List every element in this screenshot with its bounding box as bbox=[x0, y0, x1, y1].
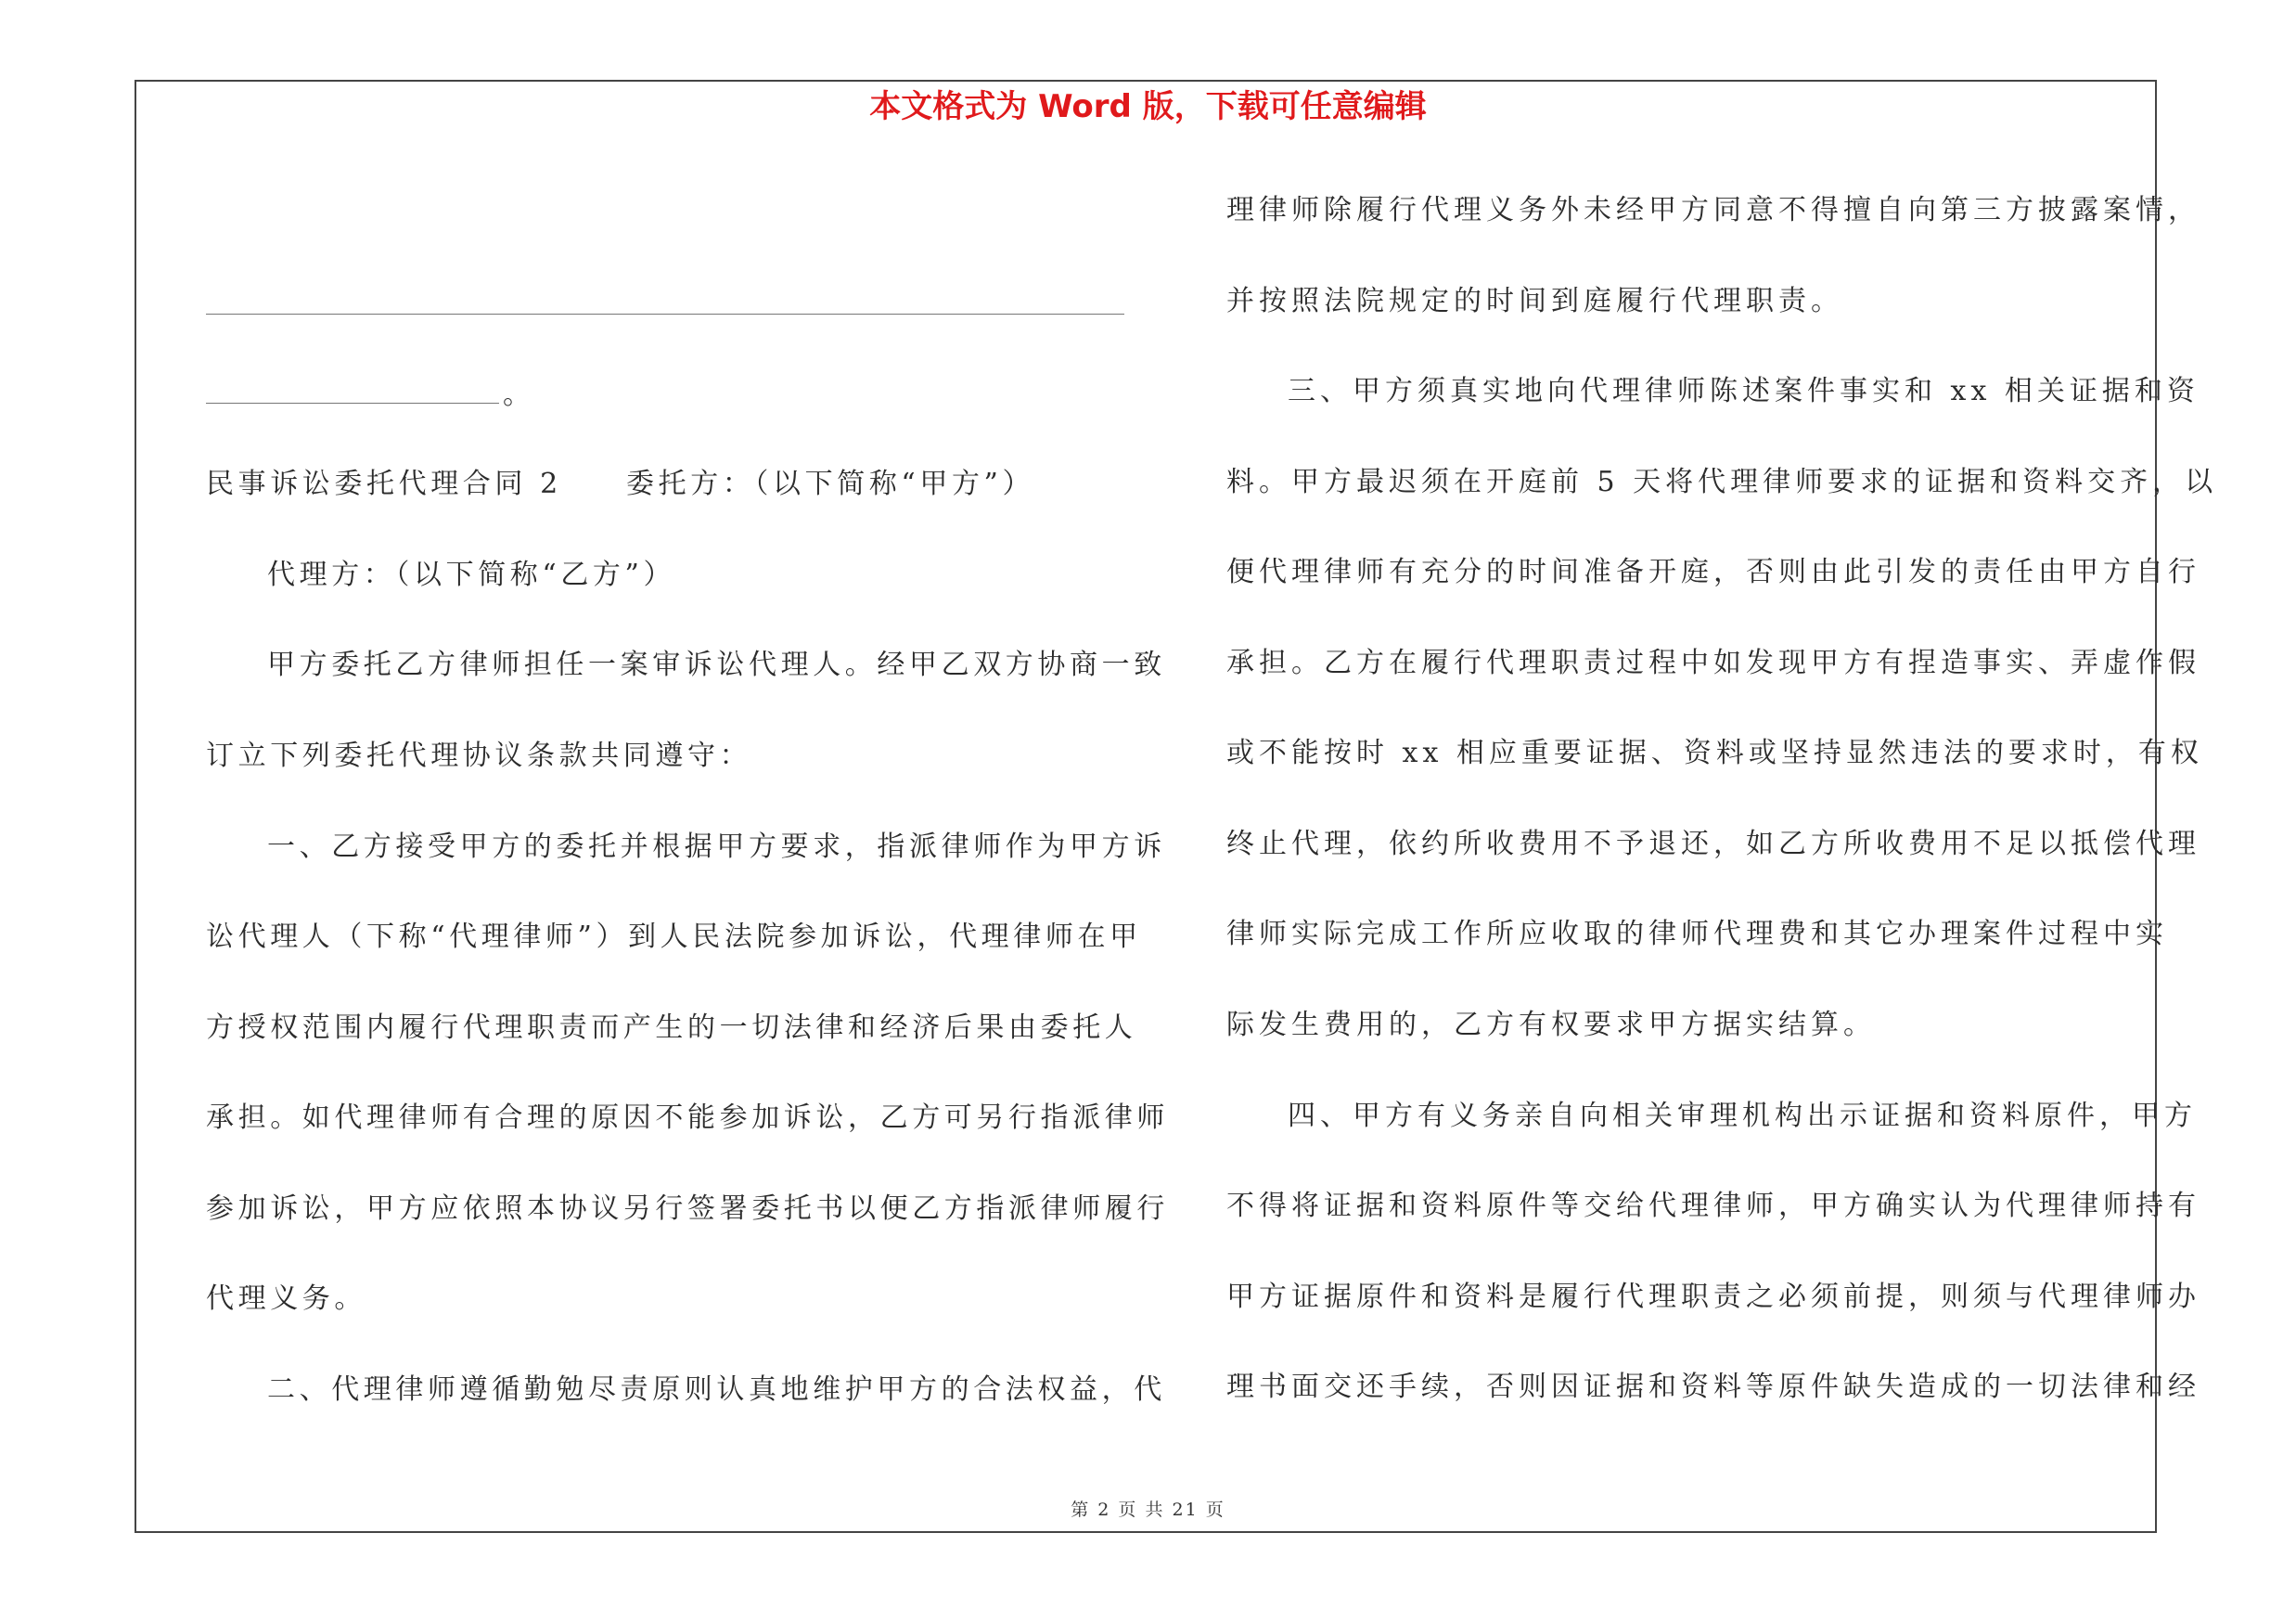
paragraph-line: 二、代理律师遵循勤勉尽责原则认真地维护甲方的合法权益，代 bbox=[267, 1373, 1166, 1406]
fill-blank-line bbox=[206, 314, 1124, 315]
fill-blank-line bbox=[206, 403, 499, 404]
paragraph-line: 料。甲方最迟须在开庭前 5 天将代理律师要求的证据和资料交齐，以 bbox=[1226, 466, 2218, 498]
paragraph-line: 承担。乙方在履行代理职责过程中如发现甲方有捏造事实、弄虚作假 bbox=[1226, 647, 2200, 679]
paragraph-line: 三、甲方须真实地向代理律师陈述案件事实和 xx 相关证据和资 bbox=[1288, 375, 2200, 407]
fill-blank-end: 。 bbox=[503, 379, 531, 411]
paragraph-line: 甲方委托乙方律师担任一案审诉讼代理人。经甲乙双方协商一致 bbox=[267, 649, 1166, 681]
paragraph-line: 一、乙方接受甲方的委托并根据甲方要求，指派律师作为甲方诉 bbox=[267, 831, 1166, 863]
paragraph-line: 代理方：（以下简称“乙方”） bbox=[267, 559, 676, 591]
paragraph-line: 参加诉讼，甲方应依照本协议另行签署委托书以便乙方指派律师履行 bbox=[206, 1192, 1169, 1225]
paragraph-line: 甲方证据原件和资料是履行代理职责之必须前提，则须与代理律师办 bbox=[1226, 1281, 2200, 1313]
format-banner: 本文格式为 Word 版，下载可任意编辑 bbox=[869, 88, 1427, 125]
paragraph-line: 讼代理人（下称“代理律师”）到人民法院参加诉讼，代理律师在甲 bbox=[206, 921, 1142, 953]
paragraph-line: 方授权范围内履行代理职责而产生的一切法律和经济后果由委托人 bbox=[206, 1011, 1137, 1044]
paragraph-line: 理律师除履行代理义务外未经甲方同意不得擅自向第三方披露案情， bbox=[1226, 194, 2200, 226]
contract-heading-line: 民事诉讼委托代理合同 2 委托方：（以下简称“甲方”） bbox=[206, 468, 1035, 500]
paragraph-line: 订立下列委托代理协议条款共同遵守： bbox=[206, 740, 752, 772]
paragraph-line: 律师实际完成工作所应收取的律师代理费和其它办理案件过程中实 bbox=[1226, 918, 2168, 950]
paragraph-line: 或不能按时 xx 相应重要证据、资料或坚持显然违法的要求时，有权 bbox=[1226, 737, 2203, 769]
paragraph-line: 不得将证据和资料原件等交给代理律师，甲方确实认为代理律师持有 bbox=[1226, 1190, 2200, 1222]
paragraph-line: 便代理律师有充分的时间准备开庭，否则由此引发的责任由甲方自行 bbox=[1226, 556, 2200, 588]
page-number: 第 2 页 共 21 页 bbox=[1071, 1500, 1225, 1520]
paragraph-line: 代理义务。 bbox=[206, 1282, 366, 1315]
paragraph-line: 理书面交还手续，否则因证据和资料等原件缺失造成的一切法律和经 bbox=[1226, 1371, 2200, 1403]
paragraph-line: 并按照法院规定的时间到庭履行代理职责。 bbox=[1226, 285, 1843, 317]
paragraph-line: 终止代理，依约所收费用不予退还，如乙方所收费用不足以抵偿代理 bbox=[1226, 828, 2200, 860]
paragraph-line: 际发生费用的，乙方有权要求甲方据实结算。 bbox=[1226, 1009, 1876, 1041]
paragraph-line: 承担。如代理律师有合理的原因不能参加诉讼，乙方可另行指派律师 bbox=[206, 1101, 1169, 1134]
paragraph-line: 四、甲方有义务亲自向相关审理机构出示证据和资料原件，甲方 bbox=[1288, 1100, 2197, 1132]
